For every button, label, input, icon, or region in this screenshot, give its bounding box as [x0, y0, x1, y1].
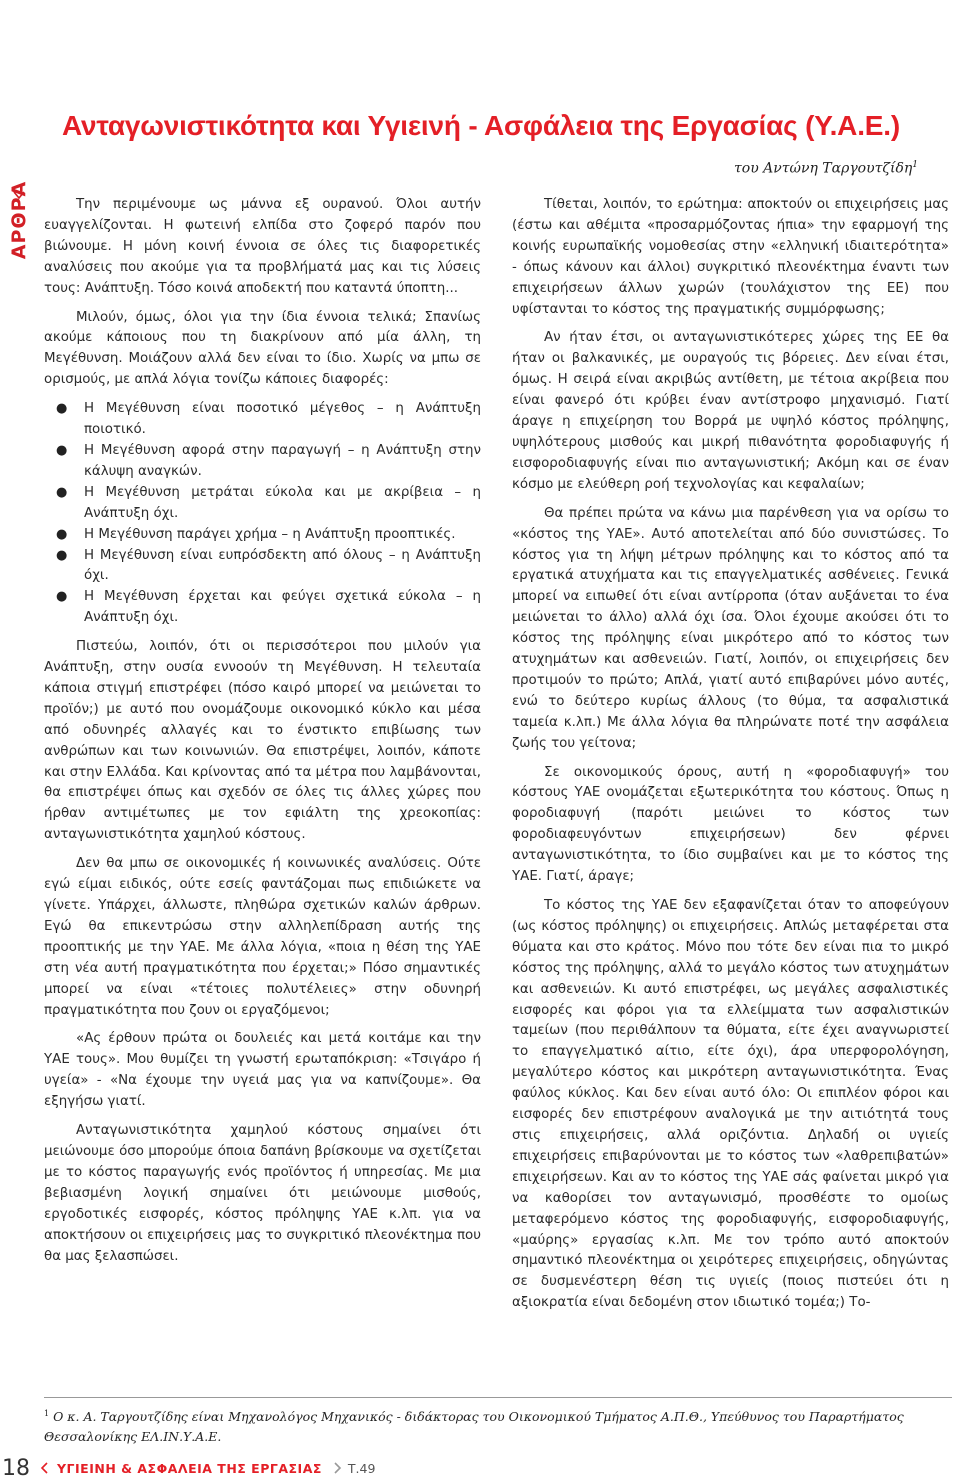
article-title: Ανταγωνιστικότητα και Υγιεινή - Ασφάλεια της Εργασίας (Υ.Α.Ε.) — [62, 110, 900, 141]
list-item-text: Η Μεγέθυνση αφορά στην παραγωγή – η Ανάπτυξη στην κάλυψη αναγκών. — [84, 442, 481, 479]
paragraph: Αν ήταν έτσι, οι ανταγωνιστικότερες χώρες της ΕΕ θα ήταν οι βαλκανικές, με ουραγούς τις βόρειες. Δεν είναι έτσι, όμως. Η σειρά είναι ακριβώς αντίθετη, με τέτοια ακρίβεια που είναι φανερό ότι κρύβει έναν αντίστροφο μηχανισμό. Γιατί άραγε η επιχείρηση του Βορρά με υψηλό κόστος πρόληψης, υψηλότερους μισθούς και μικρή πιθανότητα φοροδιαφυγής ή εισφοροδιαφυγής είναι πιο ανταγωνιστική; Ακόμη και σε έναν κόσμο με ελεύθερη ροή τεχνολογίας και κεφαλαίων; — [512, 330, 949, 492]
footnote-ref: 1 — [44, 1409, 50, 1418]
paragraph: Το κόστος της ΥΑΕ δεν εξαφανίζεται όταν το αποφεύγουν (ως κόστος πρόληψης) οι επιχειρήσεις. Απλώς μεταφέρεται στα θύματα και στο κράτος. Μόνο που τότε δεν είναι πια το μικρό κόστος της πρόληψης, αλλά το μεγάλο κόστος των ατυχημάτων και ασθενειών. Κι αυτό επιστρέφει, ως μεγάλες ασφαλιστικές εισφορές και φόροι για τα ελλείμματα των ασφαλιστικών ταμείων (που περιθάλπουν τα θύματα, είτε έχει αναγνωριστεί το επαγγελματικό αίτιο, είτε όχι), άρα υπερφορολόγηση, μεγαλύτερο κόστος και μικρότερη ανταγωνιστικότητα. Ένας φαύλος κύκλος. Και δεν είναι αυτό όλο: Οι επιπλέον φόροι και εισφορές δεν επιστρέφουν αναλογικά με την αιτιότητά τους στις επιχειρήσεις, αλλά οριζόντια. Δηλαδή οι υγιείς επιχειρήσεις επιβαρύνονται με το κόστος των «λαθρεπιβατών» επιχειρήσεων. Και αν το κόστος της ΥΑΕ σάς φαίνεται μικρό για να καθορίσει τον ανταγωνισμό, προσθέστε το ομοίως μεταφερόμενο κόστος της φοροδιαφυγής, εισφοροδιαφυγής, «μαύρης» εργασίας κ.λπ. Με τον τρόπο αυτό αποκτούν σημαντικό πλεονέκτημα οι χειρότερες επιχειρήσεις, οδηγώντας σε δυσμενέστερη θέση τις υγιείς (ποιος πιστεύει ότι η αξιοκρατία είναι δεδομένη στον ιδιωτικό τομέα;) Το- — [512, 898, 949, 1311]
differences-list — [44, 399, 481, 629]
paragraph: Μιλούν, όμως, όλοι για την ίδια έννοια τελικά; Σπανίως ακούμε κάποιους που τη διακρίνουν από μία άλλη, τη Μεγέθυνση. Μοιάζουν αλλά δεν είναι το ίδιο. Χωρίς να μπω σε ορισμούς, με απλά λόγια τονίζω κάποιες διαφορές: — [44, 309, 481, 388]
article-byline — [734, 160, 918, 177]
list-item-text: Η Μεγέθυνση είναι ποσοτικό μέγεθος – η Ανάπτυξη ποιοτικό. — [84, 401, 481, 438]
section-label: ΑΡΘΡΑ — [8, 180, 30, 260]
list-item-text: Η Μεγέθυνση έρχεται και φεύγει σχετικά εύκολα – η Ανάπτυξη όχι. — [84, 589, 481, 626]
list-item — [44, 546, 481, 588]
paragraph: Τίθεται, λοιπόν, το ερώτημα: αποκτούν οι επιχειρήσεις μας (έστω και αθέμιτα «προσαρμόζοντας ήπια» την εφαρμογή της κοινής ευρωπαϊκής νομοθεσίας στην «ελληνική ιδιαιτερότητα» - όπως κάνουν και άλλοι) συγκριτικό πλεονέκτημα έναντι των επιχειρήσεων άλλων χωρών (τουλάχιστον της ΕΕ) που υφίστανται το κόστος της πραγματικής συμμόρφωσης; — [512, 197, 949, 317]
bullet-icon: ● — [56, 442, 68, 458]
footnote-text: Ο κ. Α. Ταργουτζίδης είναι Μηχανολόγος Μηχανικός - διδάκτορας του Οικονομικού Τμήματος Α.Π.Θ., Υπεύθυνος του Παραρτήματος Θεσσαλονίκης ΕΛ.ΙΝ.Υ.Α.Ε. — [44, 1409, 904, 1445]
right-column — [512, 195, 949, 1322]
chevron-right-icon — [332, 1462, 342, 1474]
footnote — [44, 1404, 952, 1447]
paragraph: Ανταγωνιστικότητα χαμηλού κόστους σημαίνει ότι μειώνουμε όσο μπορούμε όποια δαπάνη βρίσκουμε να σχετίζεται με το κόστος παραγωγής ενός προϊόντος ή υπηρεσίας. Με μια βεβιασμένη λογική σημαίνει ότι μειώνουμε μισθούς, εργοδοτικές εισφορές, κόστος πρόληψης ΥΑΕ κ.λπ. για να αποκτήσουν οι επιχειρήσεις μας το συγκριτικό πλεονέκτημα που θα μας ξελασπώσει. — [44, 1123, 481, 1264]
paragraph: «Ας έρθουν πρώτα οι δουλειές και μετά κοιτάμε και την ΥΑΕ τους». Μου θυμίζει τη γνωστή ερωταπόκριση: «Τσιγάρο ή υγεία» - «Να έχουμε την υγειά μας για να καπνίζουμε». Θα εξηγήσω γιατί. — [44, 1031, 481, 1110]
issue-number: Τ.49 — [347, 1460, 376, 1476]
page-footer — [0, 1455, 375, 1481]
paragraph: Την περιμένουμε ως μάννα εξ ουρανού. Όλοι αυτήν ευαγγελίζονται. Η φωτεινή ελπίδα στο ζοφερό παρόν που βιώνουμε. Η μόνη κοινή έννοια σε όλες τις διαφορετικές αναλύσεις που ακούμε για τα προβλήματά μας και τις λύσεις τους: Ανάπτυξη. Τόσο κοινά αποδεκτή που καταντά ύποπτη... — [44, 197, 481, 296]
paragraph: Σε οικονομικούς όρους, αυτή η «φοροδιαφυγή» του κόστους ΥΑΕ ονομάζεται εξωτερικότητα του κόστους. Όπως η φοροδιαφυγή (παρότι μειώνει το κόστος των φοροδιαφευγόντων επιχειρήσεων) δεν φέρνει ανταγωνιστικότητα, το ίδιο συμβαίνει και με το κόστος της ΥΑΕ. Γιατί, άραγε; — [512, 764, 949, 885]
list-item-text: Η Μεγέθυνση μετράται εύκολα και με ακρίβεια – η Ανάπτυξη όχι. — [84, 484, 481, 521]
bullet-icon: ● — [56, 547, 68, 563]
footnote-divider — [44, 1397, 952, 1398]
chevron-left-icon — [40, 1462, 50, 1474]
list-item — [44, 525, 481, 546]
list-item — [44, 441, 481, 483]
list-item — [44, 587, 481, 629]
list-item — [44, 399, 481, 441]
bullet-icon: ● — [56, 484, 68, 500]
author-name: του Αντώνη Ταργουτζίδη — [734, 160, 913, 177]
list-item — [44, 483, 481, 525]
magazine-name: ΥΓΙΕΙΝΗ & ΑΣΦΑΛΕΙΑ ΤΗΣ ΕΡΓΑΣΙΑΣ — [57, 1460, 322, 1476]
bullet-icon: ● — [56, 401, 68, 417]
bullet-icon: ● — [56, 589, 68, 605]
paragraph: Πιστεύω, λοιπόν, ότι οι περισσότεροι που μιλούν για Ανάπτυξη, στην ουσία εννοούν τη Μεγέθυνση. Η τελευταία κάποια στιγμή επιστρέφει (πόσο καιρό μπορεί να μειώνεται το προϊόν;) με αυτό που ονομάζουμε οικονομικό κύκλο και μέσα από οδυνηρές αλλαγές και το ένστικτο επιβίωσης των ανθρώπων και των κοινωνιών. Θα επιστρέψει, λοιπόν, κάποτε και στην Ελλάδα. Και κρίνοντας από τα μέτρα που λαμβάνονται, θα επιστρέψει όπως και σχεδόν σε όλες τις άλλες χώρες που ήρθαν αντιμέτωπες με τον εφιάλτη της χρεοκοπίας: ανταγωνιστικότητα χαμηλού κόστους. — [44, 639, 481, 843]
list-item-text: Η Μεγέθυνση παράγει χρήμα – η Ανάπτυξη προοπτικές. — [84, 526, 456, 542]
paragraph: Δεν θα μπω σε οικονομικές ή κοινωνικές αναλύσεις. Ούτε εγώ είμαι ειδικός, ούτε εσείς φαντάζομαι πως επιδιώκετε να γίνετε. Υπάρχει, άλλωστε, πληθώρα σχετικών καλών άρθρων. Εγώ θα επικεντρώσω στην αλληλεπίδραση αυτής της προοπτικής με την ΥΑΕ. Με άλλα λόγια, «ποια η θέση της ΥΑΕ στη νέα αυτή πραγματικότητα που έρχεται;» Πόσο σημαντικές μπορεί να είναι «τέτοιες πολυτέλειες» στην οδυνηρή πραγματικότητα που ζουν οι εργαζόμενοι; — [44, 856, 481, 1018]
bullet-icon: ● — [56, 526, 68, 542]
left-column — [44, 195, 481, 1275]
list-item-text: Η Μεγέθυνση είναι ευπρόσδεκτη από όλους – η Ανάπτυξη όχι. — [84, 547, 481, 584]
page-number: 18 — [2, 1455, 30, 1481]
paragraph: Θα πρέπει πρώτα να κάνω μια παρένθεση για να ορίσω το «κόστος της ΥΑΕ». Αυτό αποτελείται από δύο συνιστώσες. Το κόστος για τη λήψη μέτρων πρόληψης και το κόστος από τα εργατικά ατυχήματα και τις επαγγελματικές ασθένειες. Γενικά μπορεί να ειπωθεί ότι είναι αντίρροπα (όταν αυξάνεται το ένα μειώνεται το άλλο) αλλά όχι ίσα. Όλοι έχουμε ακούσει ότι το κόστος της πρόληψης είναι μικρότερο από το κόστος των ατυχημάτων και ασθενειών. Γιατί, λοιπόν, οι επιχειρήσεις δεν προτιμούν το πρώτο; Απλά, γιατί αυτό επιβαρύνει μόνο αυτές, ενώ το δεύτερο κυρίως άλλους (το θύμα, τα ασφαλιστικά ταμεία κ.λπ.) Με άλλα λόγια θα πληρώνατε ποτέ την ασφάλεια ζωής του γείτονα; — [512, 505, 949, 751]
chevron-down-icon — [12, 188, 26, 202]
author-footnote-ref: 1 — [912, 160, 918, 170]
